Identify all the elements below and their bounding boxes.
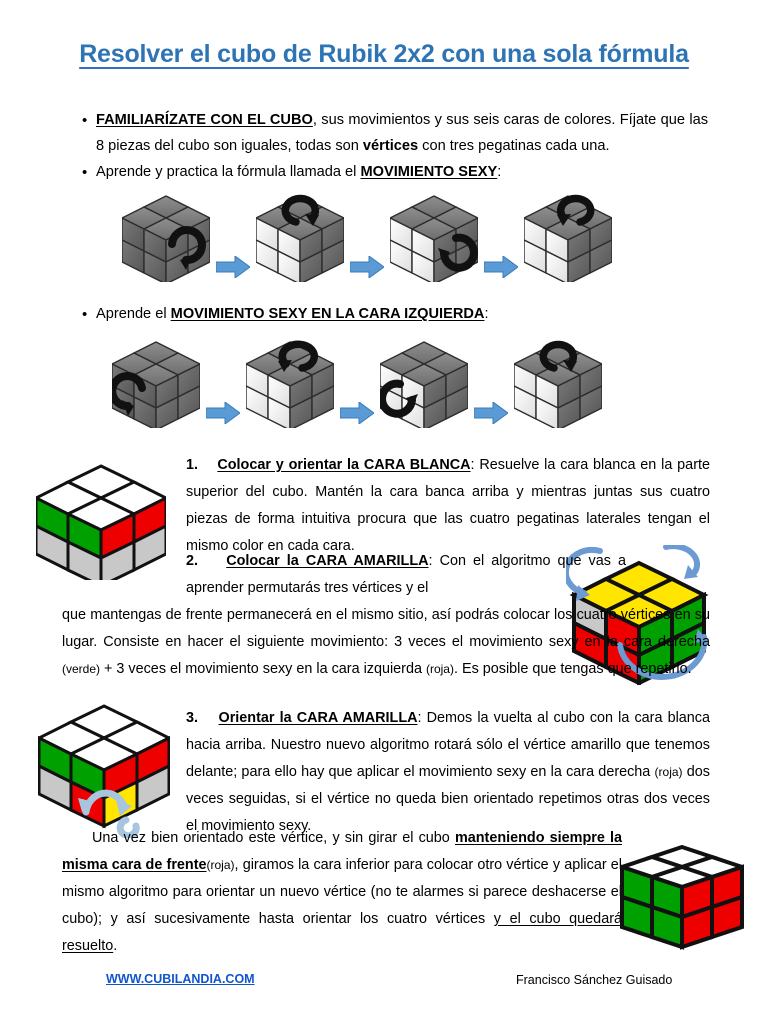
section-2-heading: Colocar la CARA AMARILLA bbox=[226, 553, 429, 569]
cube-step-2 bbox=[256, 190, 344, 282]
section-2-paragraph-wide bbox=[62, 602, 710, 683]
cube-step-1 bbox=[122, 190, 210, 282]
section-2-body-c: + 3 veces el movimiento sexy en la cara izquierda bbox=[100, 661, 426, 677]
cube-solved bbox=[620, 845, 744, 956]
section-1-body: : Resuelve la cara blanca en la parte superior del cubo. Mantén la cara banca arriba y mientras juntas sus cuatro piezas de forma intuitiva procura que las cuatro pegatinas laterales tengan el mismo color en cada cara. bbox=[186, 457, 710, 554]
grey-cube-icon bbox=[112, 336, 200, 428]
section-2-note-roja: (roja) bbox=[425, 662, 454, 676]
bullet-familiarizate-rest-a: , sus movimientos y sus seis caras de colores. Fíjate que las 8 piezas del cubo son iguales, todas son bbox=[96, 112, 708, 154]
bullet-movimiento-sexy-suffix: : bbox=[497, 164, 502, 180]
bullet-movimiento-sexy-text bbox=[96, 160, 501, 186]
right-arrow-icon bbox=[350, 256, 384, 278]
section-1-number: 1. bbox=[186, 457, 199, 473]
footer-website-link[interactable]: WWW.CUBILANDIA.COM bbox=[106, 972, 255, 986]
footer-author: Francisco Sánchez Guisado bbox=[516, 973, 673, 987]
cube-step-4 bbox=[524, 190, 612, 282]
right-arrow-icon bbox=[340, 402, 374, 424]
section-2-body-a: : Con el algoritmo que vas a aprender permutarás tres vértices y el bbox=[186, 553, 626, 596]
grey-cube-icon bbox=[380, 336, 468, 428]
arrow-2 bbox=[344, 190, 390, 282]
bullet-dot-icon: • bbox=[82, 164, 88, 181]
arrow-2 bbox=[334, 336, 380, 428]
section-2-note-verde: (verde) bbox=[62, 662, 101, 676]
sequence-sexy-move-right bbox=[122, 190, 612, 282]
grey-cube-icon bbox=[122, 190, 210, 282]
bullet-izquierda-lead: MOVIMIENTO SEXY EN LA CARA IZQUIERDA bbox=[170, 306, 485, 322]
right-arrow-icon bbox=[484, 256, 518, 278]
section-1-paragraph bbox=[186, 452, 710, 560]
section-3-paragraph bbox=[186, 705, 710, 840]
arrow-1 bbox=[200, 336, 246, 428]
section-2-paragraph-narrow bbox=[186, 548, 626, 602]
section-3-note-roja: (roja) bbox=[654, 765, 683, 779]
section-3-closing-c: . bbox=[113, 938, 118, 954]
grey-cube-icon bbox=[514, 336, 602, 428]
section-1-heading: Colocar y orientar la CARA BLANCA bbox=[217, 457, 471, 473]
cube-step-4 bbox=[514, 336, 602, 428]
right-arrow-icon bbox=[474, 402, 508, 424]
bullet-movimiento-sexy-lead: MOVIMIENTO SEXY bbox=[360, 164, 498, 180]
section-2-body-b: que mantengas de frente permanecerá en el mismo sitio, así podrás colocar los cuatro vértices en su lugar. Consiste en hacer el siguiente movimiento: 3 veces el movimiento sexy en la cara derecha bbox=[62, 607, 710, 650]
section-3-closing-underline: y el cubo quedará resuelto bbox=[62, 911, 622, 954]
section-3-closing-note: (roja) bbox=[206, 858, 235, 872]
section-3-closing-b: , giramos la cara inferior para colocar otro vértice y aplicar el mismo algoritmo para orientar un nuevo vértice (no te alarmes si parece deshacerse el cubo); y así sucesivamente hasta orientar los cuatro vértices bbox=[62, 857, 622, 927]
arrow-3 bbox=[478, 190, 524, 282]
page-title: Resolver el cubo de Rubik 2x2 con una sola fórmula bbox=[79, 40, 689, 68]
bullet-familiarizate-lead: FAMILIARÍZATE CON EL CUBO bbox=[96, 112, 313, 128]
cube-white-face-solved bbox=[36, 462, 166, 585]
bullet-movimiento-sexy-izquierda bbox=[82, 302, 710, 328]
bullet-movimiento-sexy bbox=[82, 160, 710, 186]
section-3-body-b: dos veces seguidas, si el vértice no queda bien orientado repetimos otras dos veces el movimiento sexy. bbox=[186, 764, 710, 834]
cube-step-2 bbox=[246, 336, 334, 428]
grey-cube-icon bbox=[390, 190, 478, 282]
colored-cube-icon bbox=[38, 702, 170, 838]
grey-cube-icon bbox=[246, 336, 334, 428]
bullet-familiarizate-rest-b: con tres pegatinas cada una. bbox=[418, 137, 610, 154]
section-3-closing-a: Una vez bien orientado este vértice, y sin girar el cubo bbox=[92, 830, 455, 846]
section-2-body-d: . Es posible que tengas que repetirlo. bbox=[453, 661, 692, 677]
colored-cube-icon bbox=[620, 845, 744, 951]
right-arrow-icon bbox=[216, 256, 250, 278]
arrow-3 bbox=[468, 336, 514, 428]
cube-step-3 bbox=[390, 190, 478, 282]
section-3-closing-emphasis: manteniendo siempre la misma cara de frente bbox=[62, 830, 623, 873]
section-3-body-a: : Demos la vuelta al cubo con la cara blanca hacia arriba. Nuestro nuevo algoritmo rotará sólo el vértice amarillo que tenemos delante; para ello hay que aplicar el movimiento sexy en la cara derecha bbox=[186, 710, 711, 780]
colored-cube-icon bbox=[36, 462, 166, 580]
arrow-1 bbox=[210, 190, 256, 282]
grey-cube-icon bbox=[256, 190, 344, 282]
section-3-closing-paragraph bbox=[62, 825, 622, 960]
bullet-izquierda-prefix: Aprende el bbox=[96, 306, 171, 322]
bullet-dot-icon: • bbox=[82, 306, 88, 323]
bullet-izquierda-suffix: : bbox=[484, 306, 489, 322]
section-3-heading: Orientar la CARA AMARILLA bbox=[218, 710, 418, 726]
section-3-number: 3. bbox=[186, 710, 199, 726]
right-arrow-icon bbox=[206, 402, 240, 424]
bullet-familiarizate bbox=[82, 108, 710, 159]
cube-step-3 bbox=[380, 336, 468, 428]
bullet-movimiento-sexy-izquierda-text bbox=[96, 302, 489, 328]
cube-step-1 bbox=[112, 336, 200, 428]
section-2-number: 2. bbox=[186, 553, 199, 569]
bullet-familiarizate-emphasis: vértices bbox=[362, 137, 419, 154]
bullet-familiarizate-text bbox=[96, 108, 708, 159]
bullet-dot-icon: • bbox=[82, 112, 88, 129]
bullet-movimiento-sexy-prefix: Aprende y practica la fórmula llamada el bbox=[96, 164, 361, 180]
sequence-sexy-move-left bbox=[112, 336, 602, 428]
grey-cube-icon bbox=[524, 190, 612, 282]
cube-orient-yellow bbox=[38, 702, 170, 843]
